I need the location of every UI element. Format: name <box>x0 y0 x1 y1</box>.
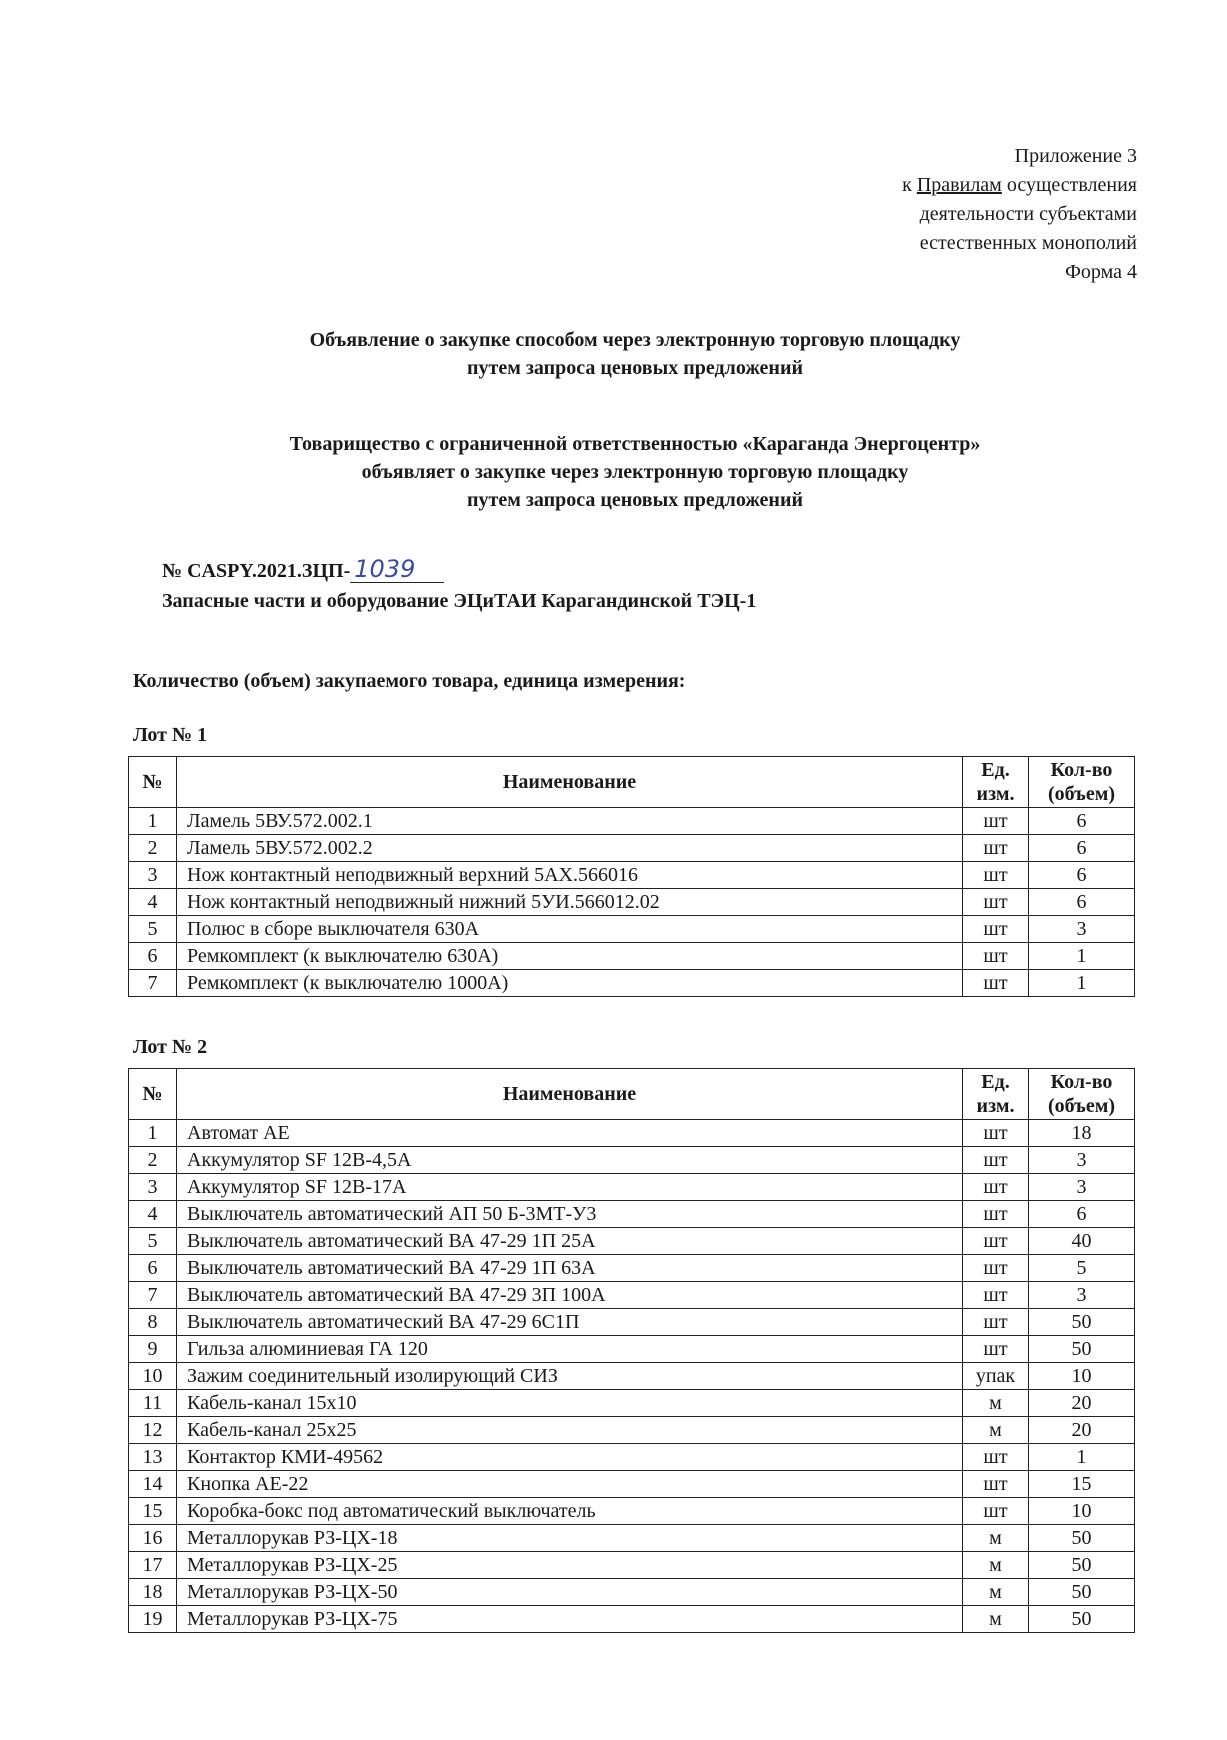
item-quantity: 6 <box>1029 835 1135 862</box>
header-qty <box>1029 757 1135 808</box>
appendix-line-2 <box>657 171 1137 200</box>
item-quantity: 40 <box>1029 1228 1135 1255</box>
item-name: Зажим соединительный изолирующий СИЗ <box>177 1363 963 1390</box>
appendix-line-2-prefix: к <box>902 174 917 196</box>
row-number: 7 <box>129 970 177 997</box>
item-name: Выключатель автоматический ВА 47-29 1П 63А <box>177 1255 963 1282</box>
header-num: № <box>129 1069 177 1120</box>
item-name: Выключатель автоматический АП 50 Б-3МТ-У3 <box>177 1201 963 1228</box>
item-quantity: 20 <box>1029 1390 1135 1417</box>
item-name: Аккумулятор SF 12В-4,5А <box>177 1147 963 1174</box>
quantity-heading: Количество (объем) закупаемого товара, единица измерения: <box>133 670 686 692</box>
item-unit: шт <box>963 1336 1029 1363</box>
row-number: 7 <box>129 1282 177 1309</box>
item-name: Металлорукав РЗ-ЦХ-25 <box>177 1552 963 1579</box>
header-unit-line-2: изм. <box>976 1095 1015 1117</box>
row-number: 16 <box>129 1525 177 1552</box>
table-row <box>129 1363 1135 1390</box>
item-name: Нож контактный неподвижный верхний 5АХ.566016 <box>177 862 963 889</box>
item-unit: м <box>963 1579 1029 1606</box>
item-unit: шт <box>963 1282 1029 1309</box>
item-quantity: 50 <box>1029 1336 1135 1363</box>
header-num: № <box>129 757 177 808</box>
lot-2-label: Лот № 2 <box>133 1036 208 1058</box>
item-quantity: 15 <box>1029 1471 1135 1498</box>
header-qty <box>1029 1069 1135 1120</box>
header-name: Наименование <box>177 757 963 808</box>
item-name: Металлорукав РЗ-ЦХ-50 <box>177 1579 963 1606</box>
lot-1-table <box>128 756 1135 997</box>
header-unit-line-1: Ед. <box>981 759 1010 781</box>
item-name: Металлорукав РЗ-ЦХ-75 <box>177 1606 963 1633</box>
table-row <box>129 1444 1135 1471</box>
item-unit: шт <box>963 943 1029 970</box>
organizer-statement-line-2: объявляет о закупке через электронную торговую площадку <box>361 461 909 483</box>
row-number: 14 <box>129 1471 177 1498</box>
item-name: Автомат АЕ <box>177 1120 963 1147</box>
procurement-subject: Запасные части и оборудование ЭЦиТАИ Карагандинской ТЭЦ-1 <box>162 590 757 612</box>
row-number: 8 <box>129 1309 177 1336</box>
item-unit: упак <box>963 1363 1029 1390</box>
header-qty-line-2: (объем) <box>1048 1095 1115 1117</box>
item-quantity: 20 <box>1029 1417 1135 1444</box>
row-number: 15 <box>129 1498 177 1525</box>
row-number: 4 <box>129 889 177 916</box>
announcement-title <box>130 326 1140 382</box>
item-name: Контактор КМИ-49562 <box>177 1444 963 1471</box>
appendix-line-1: Приложение 3 <box>1014 145 1137 167</box>
item-quantity: 3 <box>1029 1147 1135 1174</box>
item-name: Ремкомплект (к выключателю 1000А) <box>177 970 963 997</box>
item-quantity: 50 <box>1029 1606 1135 1633</box>
item-quantity: 3 <box>1029 1174 1135 1201</box>
table-row <box>129 1579 1135 1606</box>
item-name: Коробка-бокс под автоматический выключатель <box>177 1498 963 1525</box>
row-number: 11 <box>129 1390 177 1417</box>
table-row <box>129 943 1135 970</box>
table-row <box>129 1606 1135 1633</box>
item-unit: шт <box>963 889 1029 916</box>
item-unit: шт <box>963 1174 1029 1201</box>
item-unit: шт <box>963 835 1029 862</box>
row-number: 6 <box>129 1255 177 1282</box>
item-quantity: 50 <box>1029 1309 1135 1336</box>
item-quantity: 1 <box>1029 943 1135 970</box>
row-number: 5 <box>129 916 177 943</box>
header-unit <box>963 757 1029 808</box>
item-unit: шт <box>963 916 1029 943</box>
item-name: Ламель 5ВУ.572.002.1 <box>177 808 963 835</box>
header-unit-line-1: Ед. <box>981 1071 1010 1093</box>
header-qty-line-1: Кол-во <box>1050 1071 1113 1093</box>
item-name: Металлорукав РЗ-ЦХ-18 <box>177 1525 963 1552</box>
item-unit: шт <box>963 808 1029 835</box>
announcement-title-line-1: Объявление о закупке способом через электронную торговую площадку <box>309 329 961 351</box>
table-row <box>129 1147 1135 1174</box>
table-header-row <box>129 757 1135 808</box>
item-unit: шт <box>963 1228 1029 1255</box>
item-unit: шт <box>963 1471 1029 1498</box>
procurement-number <box>162 556 444 586</box>
table-row <box>129 970 1135 997</box>
item-quantity: 1 <box>1029 970 1135 997</box>
item-unit: шт <box>963 1147 1029 1174</box>
row-number: 1 <box>129 1120 177 1147</box>
row-number: 9 <box>129 1336 177 1363</box>
row-number: 2 <box>129 1147 177 1174</box>
header-name: Наименование <box>177 1069 963 1120</box>
item-unit: м <box>963 1606 1029 1633</box>
lot-1-body <box>129 808 1135 997</box>
item-unit: м <box>963 1390 1029 1417</box>
table-row <box>129 1201 1135 1228</box>
item-quantity: 3 <box>1029 916 1135 943</box>
item-quantity: 10 <box>1029 1363 1135 1390</box>
table-row <box>129 862 1135 889</box>
item-name: Полюс в сборе выключателя 630А <box>177 916 963 943</box>
row-number: 6 <box>129 943 177 970</box>
table-row <box>129 1471 1135 1498</box>
table-row <box>129 835 1135 862</box>
table-row <box>129 1390 1135 1417</box>
table-row <box>129 916 1135 943</box>
item-quantity: 6 <box>1029 808 1135 835</box>
item-quantity: 50 <box>1029 1579 1135 1606</box>
item-unit: м <box>963 1552 1029 1579</box>
table-row <box>129 889 1135 916</box>
item-name: Аккумулятор SF 12В-17А <box>177 1174 963 1201</box>
announcement-title-line-2: путем запроса ценовых предложений <box>466 357 803 379</box>
item-name: Гильза алюминиевая ГА 120 <box>177 1336 963 1363</box>
item-unit: шт <box>963 1201 1029 1228</box>
row-number: 5 <box>129 1228 177 1255</box>
lot-2-body <box>129 1120 1135 1633</box>
row-number: 10 <box>129 1363 177 1390</box>
header-qty-line-2: (объем) <box>1048 783 1115 805</box>
item-unit: шт <box>963 1498 1029 1525</box>
row-number: 12 <box>129 1417 177 1444</box>
handwritten-number: 1039 <box>350 556 444 583</box>
row-number: 3 <box>129 862 177 889</box>
item-name: Выключатель автоматический ВА 47-29 3П 100А <box>177 1282 963 1309</box>
organizer-statement-line-3: путем запроса ценовых предложений <box>466 489 803 511</box>
organizer-statement <box>130 430 1140 514</box>
item-name: Кабель-канал 15х10 <box>177 1390 963 1417</box>
row-number: 18 <box>129 1579 177 1606</box>
item-quantity: 6 <box>1029 1201 1135 1228</box>
row-number: 13 <box>129 1444 177 1471</box>
row-number: 1 <box>129 808 177 835</box>
table-row <box>129 1336 1135 1363</box>
item-unit: шт <box>963 970 1029 997</box>
item-unit: м <box>963 1417 1029 1444</box>
appendix-line-4: естественных монополий <box>919 232 1137 254</box>
row-number: 4 <box>129 1201 177 1228</box>
item-quantity: 6 <box>1029 889 1135 916</box>
item-quantity: 6 <box>1029 862 1135 889</box>
header-unit-line-2: изм. <box>976 783 1015 805</box>
rules-link[interactable]: Правилам <box>916 174 1002 196</box>
table-row <box>129 1120 1135 1147</box>
item-name: Выключатель автоматический ВА 47-29 6С1П <box>177 1309 963 1336</box>
table-row <box>129 1552 1135 1579</box>
table-row <box>129 1174 1135 1201</box>
row-number: 19 <box>129 1606 177 1633</box>
item-quantity: 10 <box>1029 1498 1135 1525</box>
item-unit: шт <box>963 1309 1029 1336</box>
appendix-line-3: деятельности субъектами <box>919 203 1137 225</box>
organizer-statement-line-1: Товарищество с ограниченной ответственностью «Караганда Энергоцентр» <box>289 433 981 455</box>
item-quantity: 18 <box>1029 1120 1135 1147</box>
item-unit: шт <box>963 1255 1029 1282</box>
table-row <box>129 1498 1135 1525</box>
item-quantity: 50 <box>1029 1525 1135 1552</box>
procurement-number-prefix: № CASPY.2021.ЗЦП- <box>162 560 351 582</box>
item-name: Выключатель автоматический ВА 47-29 1П 25А <box>177 1228 963 1255</box>
row-number: 17 <box>129 1552 177 1579</box>
item-quantity: 5 <box>1029 1255 1135 1282</box>
table-row <box>129 1525 1135 1552</box>
item-name: Ламель 5ВУ.572.002.2 <box>177 835 963 862</box>
item-quantity: 3 <box>1029 1282 1135 1309</box>
item-name: Кабель-канал 25х25 <box>177 1417 963 1444</box>
lot-1-label: Лот № 1 <box>133 724 208 746</box>
table-row <box>129 1309 1135 1336</box>
header-unit <box>963 1069 1029 1120</box>
item-unit: шт <box>963 1120 1029 1147</box>
appendix-line-2-suffix: осуществления <box>1001 174 1137 196</box>
item-unit: шт <box>963 1444 1029 1471</box>
item-quantity: 50 <box>1029 1552 1135 1579</box>
row-number: 2 <box>129 835 177 862</box>
item-name: Кнопка АЕ-22 <box>177 1471 963 1498</box>
item-unit: м <box>963 1525 1029 1552</box>
appendix-form-number: Форма 4 <box>1065 261 1137 283</box>
table-row <box>129 1228 1135 1255</box>
item-name: Нож контактный неподвижный нижний 5УИ.566012.02 <box>177 889 963 916</box>
table-row <box>129 808 1135 835</box>
item-unit: шт <box>963 862 1029 889</box>
appendix-block <box>657 142 1137 287</box>
row-number: 3 <box>129 1174 177 1201</box>
table-row <box>129 1282 1135 1309</box>
table-header-row <box>129 1069 1135 1120</box>
item-quantity: 1 <box>1029 1444 1135 1471</box>
item-name: Ремкомплект (к выключателю 630А) <box>177 943 963 970</box>
lot-2-table <box>128 1068 1135 1633</box>
header-qty-line-1: Кол-во <box>1050 759 1113 781</box>
table-row <box>129 1417 1135 1444</box>
table-row <box>129 1255 1135 1282</box>
